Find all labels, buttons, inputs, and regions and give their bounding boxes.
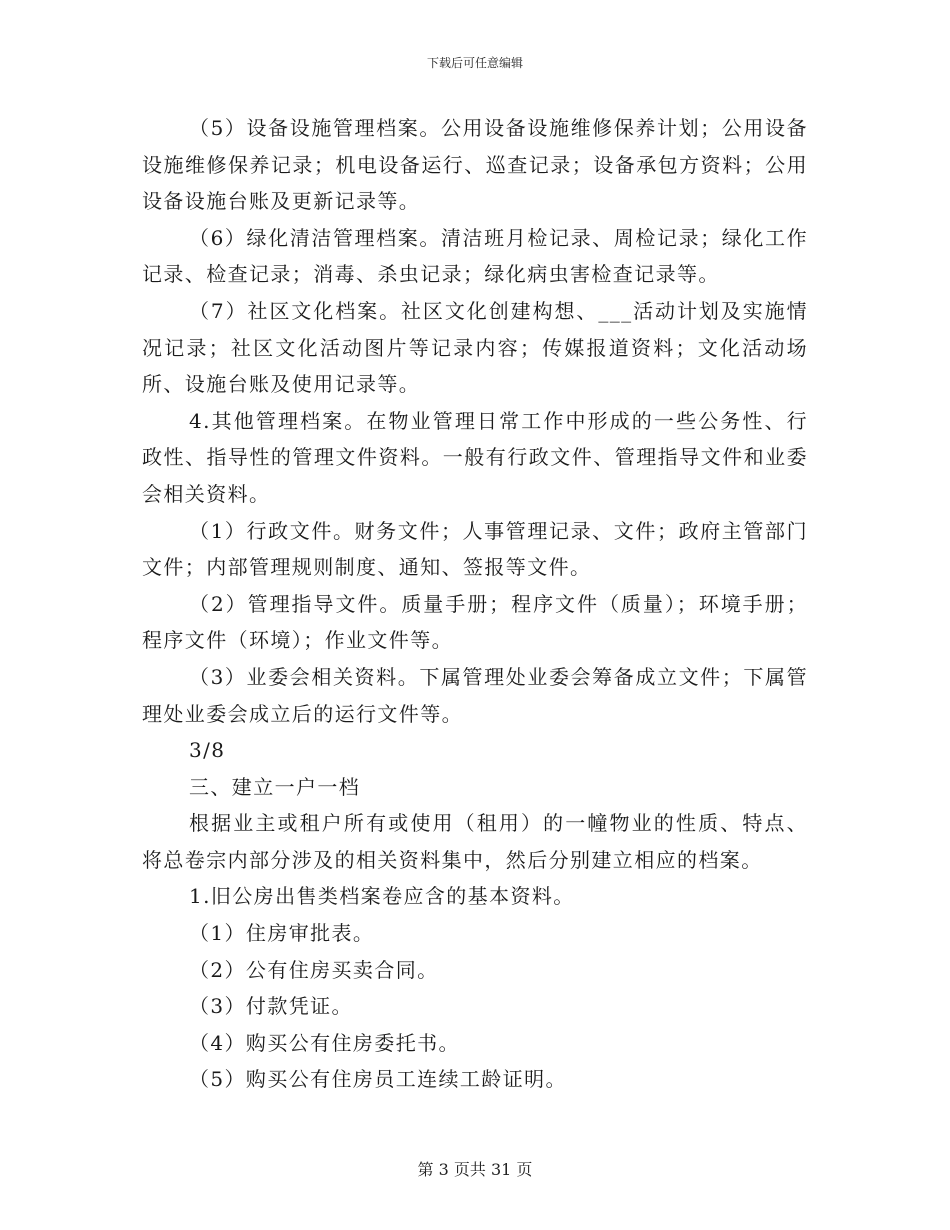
- paragraph-owners-committee: （3）业委会相关资料。下属管理处业委会筹备成立文件；下属管理处业委会成立后的运行文件等。: [142, 664, 808, 726]
- document-body: [142, 110, 808, 1098]
- page-footer: 第 3 页共 31 页: [417, 1160, 533, 1179]
- page-header: 下载后可任意编辑: [426, 56, 523, 70]
- paragraph-management-guidance: （2）管理指导文件。质量手册；程序文件（质量）；环境手册；程序文件（环境）；作业文件等。: [142, 591, 808, 653]
- paragraph-community-culture-archive: （7）社区文化档案。社区文化创建构想、___活动计划及实施情况记录；社区文化活动图片等记录内容；传媒报道资料；文化活动场所、设施台账及使用记录等。: [142, 298, 808, 397]
- list-item: （1）住房审批表。: [189, 921, 375, 946]
- list-item: （4）购买公有住房委托书。: [189, 1030, 460, 1055]
- paragraph-item-heading: 1.旧公房出售类档案卷应含的基本资料。: [189, 884, 575, 909]
- list-item: （2）公有住房买卖合同。: [189, 957, 439, 982]
- paragraph-greening-cleaning-archive: （6）绿化清洁管理档案。清洁班月检记录、周检记录；绿化工作记录、检查记录；消毒、杀虫记录；绿化病虫害检查记录等。: [142, 225, 808, 287]
- paragraph-equipment-archive: （5）设备设施管理档案。公用设备设施维修保养计划；公用设备设施维修保养记录；机电设备运行、巡查记录；设备承包方资料；公用设备设施台账及更新记录等。: [142, 116, 808, 214]
- section-heading: 三、建立一户一档: [189, 774, 361, 799]
- paragraph-administrative-documents: （1）行政文件。财务文件；人事管理记录、文件；政府主管部门文件；内部管理规则制度、通知、签报等文件。: [142, 518, 808, 580]
- paragraph-section-intro: 根据业主或租户所有或使用（租用）的一幢物业的性质、特点、将总卷宗内部分涉及的相关资料集中，然后分别建立相应的档案。: [142, 811, 808, 872]
- list-item: （3）付款凭证。: [189, 994, 353, 1019]
- list-item: （5）购买公有住房员工连续工龄证明。: [189, 1067, 567, 1092]
- paragraph-other-management-archive: 4.其他管理档案。在物业管理日常工作中形成的一些公务性、行政性、指导性的管理文件资料。一般有行政文件、管理指导文件和业委会相关资料。: [142, 408, 808, 506]
- paragraph-page-marker: 3/8: [189, 738, 226, 763]
